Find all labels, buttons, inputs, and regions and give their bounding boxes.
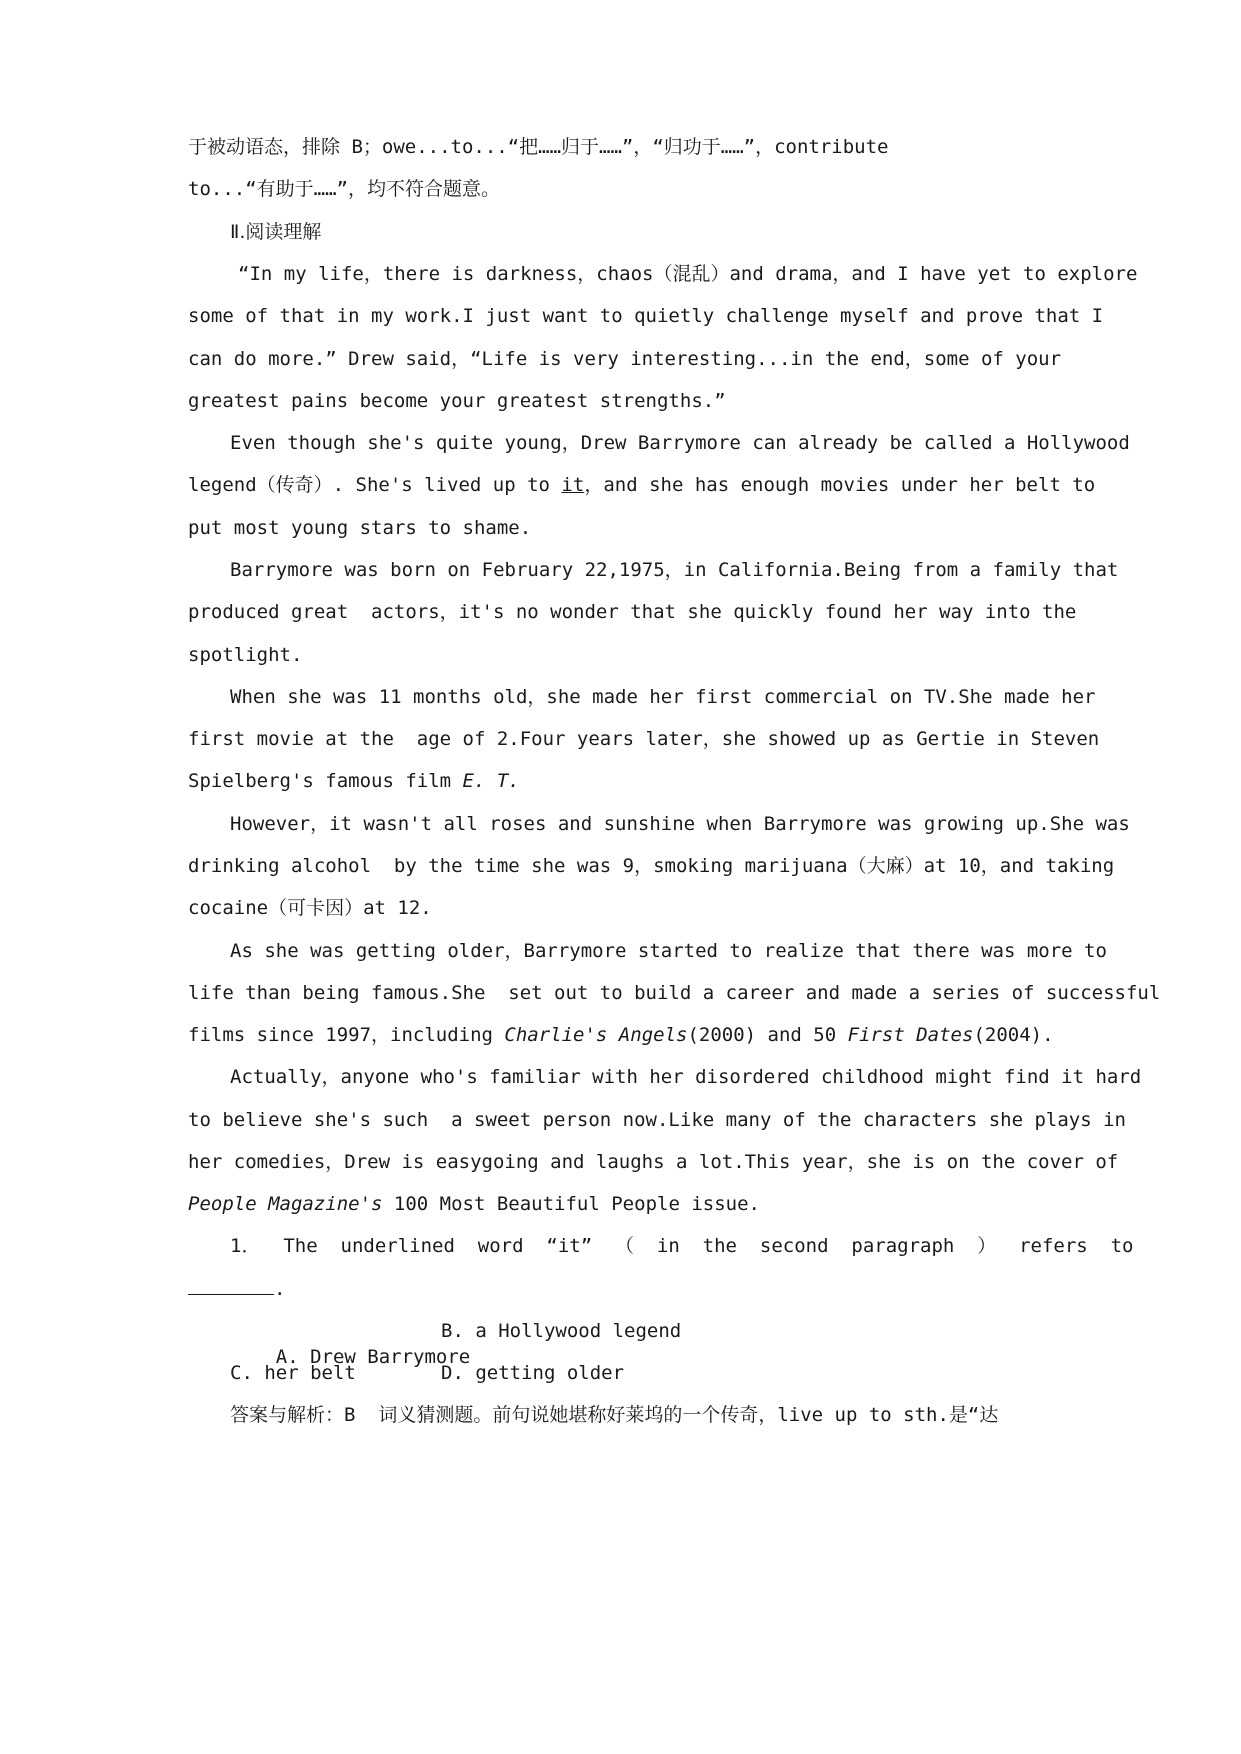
- p1-line-1: “In my life，there is darkness，chaos（混乱）and drama，and I have yet to explore: [238, 263, 1138, 285]
- answer-explanation: 答案与解析：B 词义猜测题。前句说她堪称好莱坞的一个传奇，live up to sth.是“达: [230, 1404, 999, 1426]
- p2-line-3: put most young stars to shame.: [188, 517, 532, 539]
- film-title-first-dates: First Dates: [847, 1024, 974, 1046]
- underlined-word-it: it: [561, 474, 585, 496]
- p6-line-3-post: (2004).: [973, 1024, 1054, 1046]
- question-stem: 1． The underlined word “it” （ in the second paragraph ） refers to: [230, 1235, 1134, 1257]
- p6-line-3: [188, 1022, 1054, 1048]
- p7-line-2: to believe she's such a sweet person now.Like many of the characters she plays in: [188, 1109, 1126, 1131]
- p7-line-3: her comedies，Drew is easygoing and laughs a lot.This year，she is on the cover of: [188, 1151, 1119, 1173]
- p2-line-1: Even though she's quite young，Drew Barrymore can already be called a Hollywood: [230, 432, 1130, 454]
- options-row-1: [230, 1318, 471, 1368]
- answer-blank-line: [188, 1276, 285, 1302]
- p6-line-3-pre: films since 1997，including: [188, 1024, 505, 1046]
- p2-line-2-post: ，and she has enough movies under her belt to: [584, 474, 1096, 496]
- p7-line-1: Actually，anyone who's familiar with her disordered childhood might find it hard: [230, 1066, 1142, 1088]
- section-heading: Ⅱ.阅读理解: [230, 221, 322, 243]
- p1-line-2: some of that in my work.I just want to quietly challenge myself and prove that I: [188, 305, 1104, 327]
- p5-line-3: cocaine（可卡因）at 12.: [188, 897, 432, 919]
- prev-explanation-line-1: 于被动语态，排除 B；owe...to...“把……归于……”，“归功于……”，contribute: [188, 136, 889, 158]
- p3-line-3: spotlight.: [188, 644, 303, 666]
- option-b: B. a Hollywood legend: [441, 1320, 682, 1342]
- film-title-charlies-angels: Charlie's Angels: [504, 1024, 688, 1046]
- p4-line-3-pre: Spielberg's famous film: [188, 770, 463, 792]
- option-c: C. her belt: [230, 1362, 356, 1384]
- magazine-title: People Magazine's: [188, 1193, 383, 1215]
- option-a: A. Drew Barrymore: [275, 1346, 471, 1368]
- p1-line-4: greatest pains become your greatest strengths.”: [188, 390, 726, 412]
- answer-blank: [188, 1276, 274, 1295]
- p6-line-3-mid: (2000) and 50: [687, 1024, 848, 1046]
- p7-line-4-post: 100 Most Beautiful People issue.: [382, 1193, 760, 1215]
- p5-line-2: drinking alcohol by the time she was 9，smoking marijuana（大麻）at 10，and taking: [188, 855, 1115, 877]
- p7-line-4: [188, 1191, 760, 1217]
- p4-line-3: [188, 768, 520, 794]
- p6-line-1: As she was getting older，Barrymore started to realize that there was more to: [230, 940, 1107, 962]
- p4-line-2: first movie at the age of 2.Four years later，she showed up as Gertie in Steven: [188, 728, 1100, 750]
- p2-line-2: [188, 472, 1095, 498]
- p2-line-2-pre: legend（传奇）. She's lived up to: [188, 474, 562, 496]
- p3-line-2: produced great actors，it's no wonder that she quickly found her way into the: [188, 601, 1077, 623]
- p3-line-1: Barrymore was born on February 22,1975，in California.Being from a family that: [230, 559, 1119, 581]
- option-d: D. getting older: [441, 1362, 625, 1384]
- p4-line-1: When she was 11 months old，she made her first commercial on TV.She made her: [230, 686, 1096, 708]
- p6-line-2: life than being famous.She set out to build a career and made a series of successful: [188, 982, 1161, 1004]
- p1-line-3: can do more.” Drew said，“Life is very interesting...in the end，some of your: [188, 348, 1062, 370]
- prev-explanation-line-2: to...“有助于……”，均不符合题意。: [188, 178, 500, 200]
- question-end-mark: .: [274, 1278, 286, 1300]
- p5-line-1: However，it wasn't all roses and sunshine when Barrymore was growing up.She was: [230, 813, 1130, 835]
- film-title-et: E. T.: [462, 770, 520, 792]
